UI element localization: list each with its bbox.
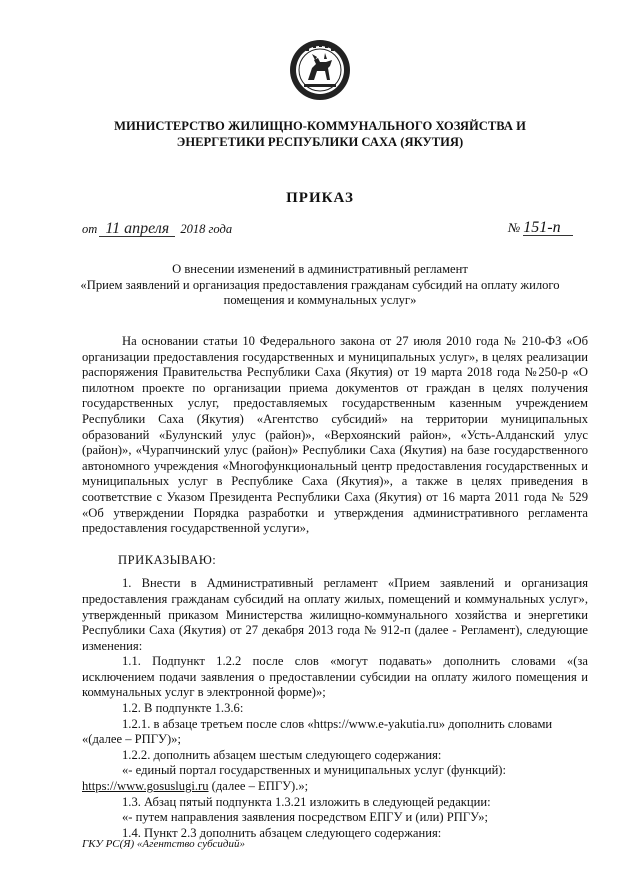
ministry-name bbox=[60, 118, 580, 150]
ministry-name-line-2: ЭНЕРГЕТИКИ РЕСПУБЛИКИ САХА (ЯКУТИЯ) bbox=[176, 135, 464, 149]
page-footer: ГКУ РС(Я) «Агентство субсидий» bbox=[82, 838, 245, 850]
item-1-2-2-quote-tail: (далее – ЕПГУ).»; bbox=[208, 779, 309, 794]
item-1: 1. Внести в Административный регламент «Прием заявлений и организация предоставления гражданам субсидий на оплату жилых, помещений и коммунальных услуг», утвержденный приказом Министерства жилищно-коммунального хозяйства и энергетики Республики Саха (Якутия) от 27 декабря 2013 года № 912-п (далее - Регламент), следующие изменения: bbox=[82, 576, 588, 653]
handwritten-number: 151-п bbox=[523, 221, 573, 236]
coat-of-arms-emblem bbox=[288, 38, 352, 102]
subject-line-2: «Прием заявлений и организация предоставления гражданам субсидий на оплату жилого помещения и коммунальных услуг» bbox=[80, 277, 560, 307]
item-1-2: 1.2. В подпункте 1.3.6: bbox=[122, 701, 244, 716]
gosuslugi-link[interactable]: https://www.gosuslugi.ru bbox=[82, 779, 209, 794]
item-1-2-2-quote-line-2 bbox=[82, 779, 588, 795]
date-suffix: 2018 года bbox=[180, 222, 233, 236]
item-1-1: 1.1. Подпункт 1.2.2 после слов «могут подавать» дополнить словами «(за исключением подачи заявления о предоставлении субсидии на оплату жилого помещения и коммунальных услуг в электронной форме)»; bbox=[82, 654, 588, 700]
order-directive-word: ПРИКАЗЫВАЮ: bbox=[118, 552, 217, 567]
handwritten-date: 11 апреля bbox=[99, 222, 175, 237]
date-prefix: от bbox=[82, 222, 98, 236]
subject-line-1: О внесении изменений в административный регламент bbox=[172, 262, 468, 276]
item-1-4: 1.4. Пункт 2.3 дополнить абзацем следующего содержания: bbox=[122, 825, 442, 840]
ministry-name-line-1: МИНИСТЕРСТВО ЖИЛИЩНО-КОММУНАЛЬНОГО ХОЗЯЙСТВА И bbox=[114, 119, 526, 133]
item-1-2-2: 1.2.2. дополнить абзацем шестым следующего содержания: bbox=[122, 747, 442, 762]
order-number bbox=[508, 220, 573, 236]
order-date bbox=[82, 222, 232, 237]
order-subject bbox=[70, 262, 570, 309]
item-1-3-quote: «- путем направления заявления посредством ЕПГУ и (или) РПГУ»; bbox=[122, 810, 488, 825]
order-body bbox=[82, 334, 588, 841]
item-1-3: 1.3. Абзац пятый подпункта 1.3.21 изложить в следующей редакции: bbox=[122, 794, 491, 809]
item-1-2-1-line-2: «(далее – РПГУ)»; bbox=[82, 732, 181, 747]
document-type-title: ПРИКАЗ bbox=[286, 190, 354, 206]
preamble-paragraph: На основании статьи 10 Федерального закона от 27 июля 2010 года № 210-ФЗ «Об организации предоставления государственных и муниципальных услуг», в целях реализации распоряжения Правительства Республики Саха (Якутия) от 19 марта 2018 года №250-р «О пилотном проекте по организации приема документов от граждан в целях получения государственных услуг, предоставляемых государственным казенным учреждением Республики Саха (Якутия) «Агентство субсидий» на территории муниципальных образований «Булунский улус (район)», «Верхоянский район», «Усть-Алданский улус (район)», «Чурапчинский улус (район)» Республики Саха (Якутия) на базе государственного автономного учреждения «Многофункциональный центр предоставления государственных и муниципальных услуг в Республике Саха (Якутия)», а также в целях приведения в соответствие с Указом Президента Республики Саха (Якутия) от 16 марта 2011 года № 529 «Об утверждении Порядка разработки и утверждения административного регламента предоставления государственной услуги», bbox=[82, 334, 588, 536]
number-prefix: № bbox=[508, 220, 521, 235]
item-1-2-1-line-1: 1.2.1. в абзаце третьем после слов «https://www.e-yakutia.ru» дополнить словами bbox=[122, 716, 553, 731]
item-1-2-2-quote-line-1: «- единый портал государственных и муниципальных услуг (функций): bbox=[122, 763, 506, 778]
